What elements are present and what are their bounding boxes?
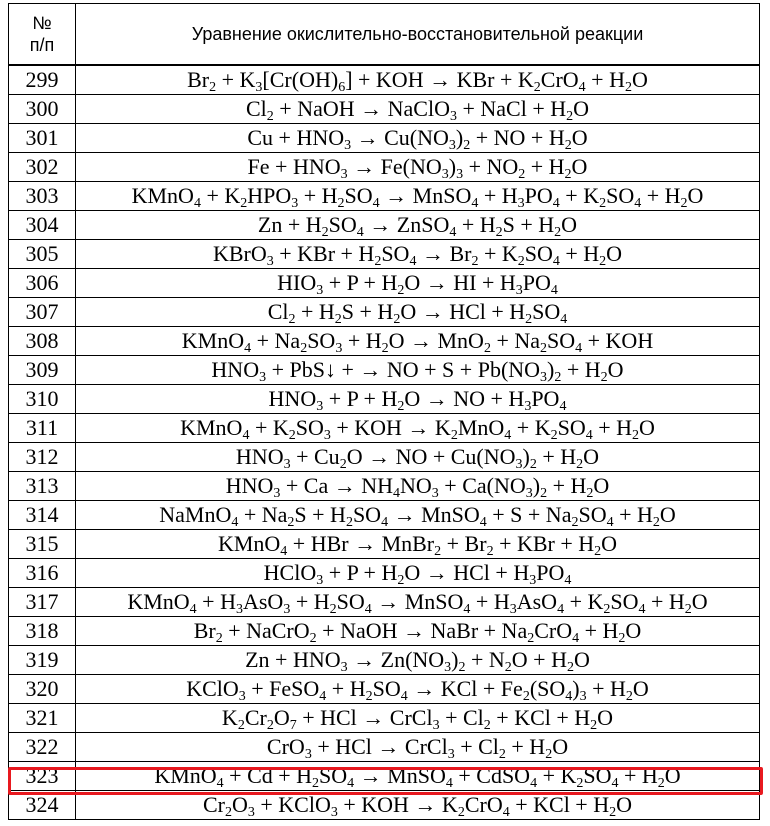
row-number: 302 (9, 153, 76, 182)
subscript: 3 (323, 428, 331, 443)
subscript: 2 (571, 515, 579, 530)
subscript: 2 (397, 573, 405, 588)
row-number: 313 (9, 472, 76, 501)
column-header-number-abbr: п/п (29, 35, 55, 55)
subscript: 4 (445, 776, 453, 791)
table-row (9, 153, 760, 182)
row-number: 310 (9, 385, 76, 414)
column-header-equation: Уравнение окислительно-восстановительной реакции (76, 4, 760, 66)
subscript: 3 (431, 486, 439, 501)
row-number: 323 (9, 762, 76, 791)
table-row (9, 675, 760, 704)
subscript: 4 (552, 196, 560, 211)
subscript: 2 (237, 718, 245, 733)
row-number: 301 (9, 124, 76, 153)
row-number: 320 (9, 675, 76, 704)
table-row (9, 385, 760, 414)
subscript: 4 (244, 341, 252, 356)
row-number: 311 (9, 414, 76, 443)
subscript: 2 (566, 660, 574, 675)
subscript: 3 (540, 370, 548, 385)
subscript: 4 (319, 689, 327, 704)
subscript: 3 (448, 138, 456, 153)
reaction-equation: $Br_2 + K_3[Cr(OH)_6]$ + KOH → KBr + $K_2CrO_4 + H_2O$ (76, 65, 760, 95)
row-number: 312 (9, 443, 76, 472)
subscript: 4 (504, 428, 512, 443)
subscript: 2 (576, 776, 584, 791)
reactions-table (8, 3, 760, 820)
subscript: 3 (291, 196, 299, 211)
subscript: 4 (400, 689, 408, 704)
subscript: 2 (393, 312, 401, 327)
subscript: 2 (215, 631, 223, 646)
subscript: 4 (572, 631, 580, 646)
subscript: 2 (374, 254, 382, 269)
subscript: 2 (527, 631, 535, 646)
subscript: 4 (575, 341, 583, 356)
subscript: 4 (409, 254, 417, 269)
subscript: 4 (559, 399, 567, 414)
subscript: 2 (525, 312, 533, 327)
subscript: 2 (564, 138, 572, 153)
subscript: 2 (397, 399, 405, 414)
subscript: 4 (356, 225, 364, 240)
subscript: 3 (515, 283, 523, 298)
subscript: 2 (334, 312, 342, 327)
subscript: 3 (316, 283, 324, 298)
table-row (9, 269, 760, 298)
reaction-equation: $HNO_3$ + PbS↓ + → NO + $S + Pb(NO_3)_2 + H_2O$ (76, 356, 760, 385)
subscript: 3 (255, 80, 263, 95)
subscript: 3 (259, 370, 267, 385)
subscript: 3 (238, 689, 246, 704)
subscript: 2 (329, 602, 337, 617)
reaction-equation: KMnO$_4$ + HBr → MnBr$_2$ + $Br_2$ + KBr + $H_2O$ (76, 530, 760, 559)
subscript: 3 (525, 486, 533, 501)
subscript: 2 (287, 515, 295, 530)
table-row (9, 240, 760, 269)
row-number: 300 (9, 95, 76, 124)
subscript: 2 (240, 196, 248, 211)
reaction-equation: HClO$_3$ + $P + H_2O$ → HCl + $H_3PO_4$ (76, 559, 760, 588)
subscript: 2 (483, 718, 491, 733)
subscript: 3 (316, 399, 324, 414)
subscript: 4 (585, 428, 593, 443)
subscript: 4 (471, 196, 479, 211)
subscript: 4 (393, 486, 401, 501)
subscript: 4 (557, 602, 565, 617)
subscript: 3 (283, 602, 291, 617)
subscript: 2 (458, 660, 466, 675)
subscript: 3 (517, 196, 525, 211)
table-row (9, 298, 760, 327)
subscript: 3 (330, 805, 338, 820)
reaction-equation: $K_2Cr_2O_7$ + HCl → CrCl$_3$ + $Cl_2$ + KCl + $H_2O$ (76, 704, 760, 733)
subscript: 2 (518, 167, 526, 182)
row-number: 315 (9, 530, 76, 559)
subscript: 2 (564, 167, 572, 182)
subscript: 4 (606, 515, 614, 530)
subscript: 2 (522, 689, 530, 704)
table-row (9, 414, 760, 443)
table-row (9, 559, 760, 588)
row-number: 306 (9, 269, 76, 298)
reaction-equation: KMnO$_4$ + $K_2SO_3$ + KOH → $K_2MnO_4 + K_2SO_4 + H_2O$ (76, 414, 760, 443)
reaction-equation: KClO$_3$ + FeSO$_4$ + $H_2SO_4$ → KCl + $Fe_2(SO_4)_3 + H_2O$ (76, 675, 760, 704)
subscript: 3 (316, 573, 324, 588)
subscript: 2 (225, 805, 232, 820)
subscript: 3 (449, 109, 457, 124)
subscript: 4 (449, 225, 457, 240)
subscript: 4 (502, 805, 510, 820)
subscript: 3 (456, 167, 464, 182)
subscript: 3 (335, 341, 343, 356)
subscript: 4 (364, 602, 372, 617)
subscript: 2 (471, 254, 479, 269)
subscript: 2 (381, 341, 389, 356)
subscript: 4 (479, 515, 487, 530)
subscript: 4 (560, 312, 568, 327)
subscript: 4 (530, 776, 538, 791)
subscript: 4 (550, 283, 558, 298)
subscript: 2 (586, 486, 594, 501)
subscript: 3 (515, 457, 523, 472)
subscript: 4 (280, 544, 288, 559)
subscript: 2 (288, 428, 296, 443)
subscript: 3 (441, 167, 449, 182)
subscript: 2 (566, 109, 574, 124)
row-number: 318 (9, 617, 76, 646)
subscript: 2 (618, 631, 626, 646)
table-row (9, 501, 760, 530)
subscript: 4 (638, 602, 646, 617)
reaction-equation: KBrO$_3$ + KBr + $H_2SO_4 \to Br_2 + K_2SO_4 + H_2O$ (76, 240, 760, 269)
subscript: 2 (309, 631, 317, 646)
table-row (9, 95, 760, 124)
column-header-number-symbol: № (32, 13, 52, 33)
subscript: 2 (266, 718, 274, 733)
subscript: 2 (684, 602, 692, 617)
table-row (9, 530, 760, 559)
subscript: 2 (504, 660, 512, 675)
subscript: 4 (565, 689, 573, 704)
subscript: 2 (624, 80, 632, 95)
reaction-equation: $Fe + HNO_3 \to Fe(NO_3)_3 + NO_2 + H_2O$ (76, 153, 760, 182)
row-number: 322 (9, 733, 76, 762)
subscript: 3 (524, 399, 532, 414)
subscript: 4 (231, 515, 239, 530)
subscript: 4 (189, 602, 197, 617)
subscript: 4 (552, 254, 560, 269)
subscript: 3 (283, 457, 291, 472)
row-number: 309 (9, 356, 76, 385)
row-number: 314 (9, 501, 76, 530)
subscript: 3 (509, 602, 517, 617)
table-body (9, 65, 760, 820)
subscript: 4 (242, 428, 250, 443)
subscript: 2 (345, 515, 353, 530)
subscript: 2 (463, 138, 471, 153)
subscript: 2 (609, 805, 617, 820)
reaction-equation: $Cl_2 + H_2S + H_2O$ → HCl + $H_2SO_4$ (76, 298, 760, 327)
table-row (9, 356, 760, 385)
row-number: 317 (9, 588, 76, 617)
subscript: 2 (625, 689, 633, 704)
table-row (9, 646, 760, 675)
subscript: 2 (434, 544, 442, 559)
subscript: 4 (381, 515, 389, 530)
reaction-equation: KMnO$_4$ + $K_2HPO_3 + H_2SO_4$ → MnSO$_4$ + $H_3PO_4 + K_2SO_4 + H_2O$ (76, 182, 760, 211)
reaction-equation: KMnO$_4$ + $Na_2SO_3 + H_2O \to MnO_2 + Na_2SO_4$ + KOH (76, 327, 760, 356)
reaction-equation: CrO$_3$ + HCl → CrCl$_3$ + $Cl_2 + H_2O$ (76, 733, 760, 762)
column-header-number (9, 4, 76, 66)
subscript: 4 (634, 196, 642, 211)
reaction-equation: $Zn + H_2SO_4$ → ZnSO$_4$ + $H_2S + H_2O$ (76, 211, 760, 240)
subscript: 2 (529, 457, 537, 472)
reaction-equation: KMnO$_4$ + $H_3AsO_3 + H_2SO_4$ → MnSO$_4$ + $H_3AsO_4 + K_2SO_4 + H_2O$ (76, 588, 760, 617)
subscript: 2 (594, 544, 602, 559)
subscript: 3 (340, 660, 348, 675)
subscript: 2 (554, 225, 562, 240)
reaction-equation: KMnO$_4$ + $Cd + H_2SO_4$ → MnSO$_4$ + CdSO$_4$ + $K_2SO_4 + H_2O$ (76, 762, 760, 791)
subscript: 2 (540, 486, 548, 501)
reaction-equation: $HNO_3 + P + H_2O$ → NO + $H_3PO_4$ (76, 385, 760, 414)
subscript: 4 (611, 776, 619, 791)
table-row (9, 124, 760, 153)
row-number: 321 (9, 704, 76, 733)
subscript: 2 (288, 312, 296, 327)
subscript: 2 (517, 254, 525, 269)
row-number: 316 (9, 559, 76, 588)
table-row (9, 733, 760, 762)
subscript: 3 (247, 805, 255, 820)
table-row (9, 65, 760, 95)
subscript: 2 (603, 602, 611, 617)
row-number: 303 (9, 182, 76, 211)
subscript: 3 (579, 689, 587, 704)
reaction-equation: $Cu + HNO_3 \to Cu(NO_3)_2$ + NO + $H_2O$ (76, 124, 760, 153)
subscript: 2 (365, 689, 373, 704)
subscript: 4 (463, 602, 471, 617)
subscript: 2 (550, 428, 558, 443)
subscript: 2 (590, 718, 598, 733)
subscript: 3 (340, 167, 348, 182)
subscript: 4 (578, 80, 586, 95)
subscript: 4 (347, 776, 355, 791)
subscript: 2 (300, 341, 308, 356)
subscript: 2 (312, 776, 320, 791)
subscript: 7 (289, 718, 297, 733)
reaction-equation: NaMnO$_4$ + $Na_2S + H_2SO_4$ → MnSO$_4$ + $S + Na_2SO_4 + H_2O$ (76, 501, 760, 530)
table-header-row (9, 4, 760, 66)
subscript: 2 (486, 544, 494, 559)
subscript: 2 (576, 457, 584, 472)
subscript: 3 (235, 602, 243, 617)
row-number: 324 (9, 791, 76, 820)
subscript: 2 (337, 196, 345, 211)
subscript: 3 (266, 254, 274, 269)
table-row (9, 472, 760, 501)
subscript: 2 (533, 80, 541, 95)
subscript: 3 (529, 573, 537, 588)
reaction-equation: $Cr_2O_3$ + KClO$_3$ + KOH → $K_2CrO_4$ + KCl + $H_2O$ (76, 791, 760, 820)
subscript: 2 (680, 196, 688, 211)
row-number: 307 (9, 298, 76, 327)
subscript: 2 (495, 225, 503, 240)
table-row-highlighted (9, 762, 760, 791)
reaction-equation: $HNO_3 + Cu_2O$ → NO + $Cu(NO_3)_2 + H_2O$ (76, 443, 760, 472)
reaction-equation: $HNO_3 + Ca \to NH_4NO_3 + Ca(NO_3)_2 + H_2O$ (76, 472, 760, 501)
table-row (9, 211, 760, 240)
table-row (9, 443, 760, 472)
subscript: 4 (193, 196, 201, 211)
subscript: 3 (273, 486, 281, 501)
reaction-equation: $Zn + HNO_3 \to Zn(NO_3)_2 + N_2O + H_2O$ (76, 646, 760, 675)
reaction-equation: $Cl_2$ + NaOH → NaClO$_3$ + NaCl + $H_2O$ (76, 95, 760, 124)
subscript: 2 (554, 370, 562, 385)
subscript: 2 (545, 747, 553, 762)
subscript: 2 (397, 283, 405, 298)
table-row (9, 588, 760, 617)
subscript: 2 (321, 225, 329, 240)
subscript: 2 (599, 196, 607, 211)
subscript: 2 (632, 428, 639, 443)
table-row (9, 704, 760, 733)
subscript: 2 (457, 805, 465, 820)
row-number: 305 (9, 240, 76, 269)
subscript: 2 (652, 515, 660, 530)
subscript: 4 (216, 776, 224, 791)
table-row (9, 617, 760, 646)
row-number: 308 (9, 327, 76, 356)
subscript: 4 (564, 573, 572, 588)
row-number: 304 (9, 211, 76, 240)
subscript: 2 (209, 80, 217, 95)
subscript: 6 (338, 80, 346, 95)
row-number: 319 (9, 646, 76, 675)
subscript: 2 (450, 428, 458, 443)
reaction-equation: $HIO_3 + P + H_2O$ → HI + $H_3PO_4$ (76, 269, 760, 298)
subscript: 3 (444, 660, 452, 675)
row-number: 299 (9, 65, 76, 95)
reaction-equation: $Br_2$ + NaCrO$_2$ + NaOH → NaBr + $Na_2CrO_4 + H_2O$ (76, 617, 760, 646)
subscript: 3 (304, 747, 312, 762)
subscript: 2 (266, 109, 274, 124)
table-row (9, 791, 760, 820)
table-row (9, 182, 760, 211)
subscript: 3 (447, 747, 455, 762)
subscript: 2 (657, 776, 665, 791)
subscript: 2 (600, 370, 608, 385)
subscript: 2 (483, 341, 491, 356)
subscript: 2 (498, 747, 506, 762)
subscript: 3 (432, 718, 440, 733)
subscript: 2 (540, 341, 548, 356)
subscript: 3 (344, 138, 352, 153)
subscript: 4 (372, 196, 380, 211)
subscript: 2 (339, 457, 347, 472)
table-row (9, 327, 760, 356)
subscript: 2 (599, 254, 607, 269)
